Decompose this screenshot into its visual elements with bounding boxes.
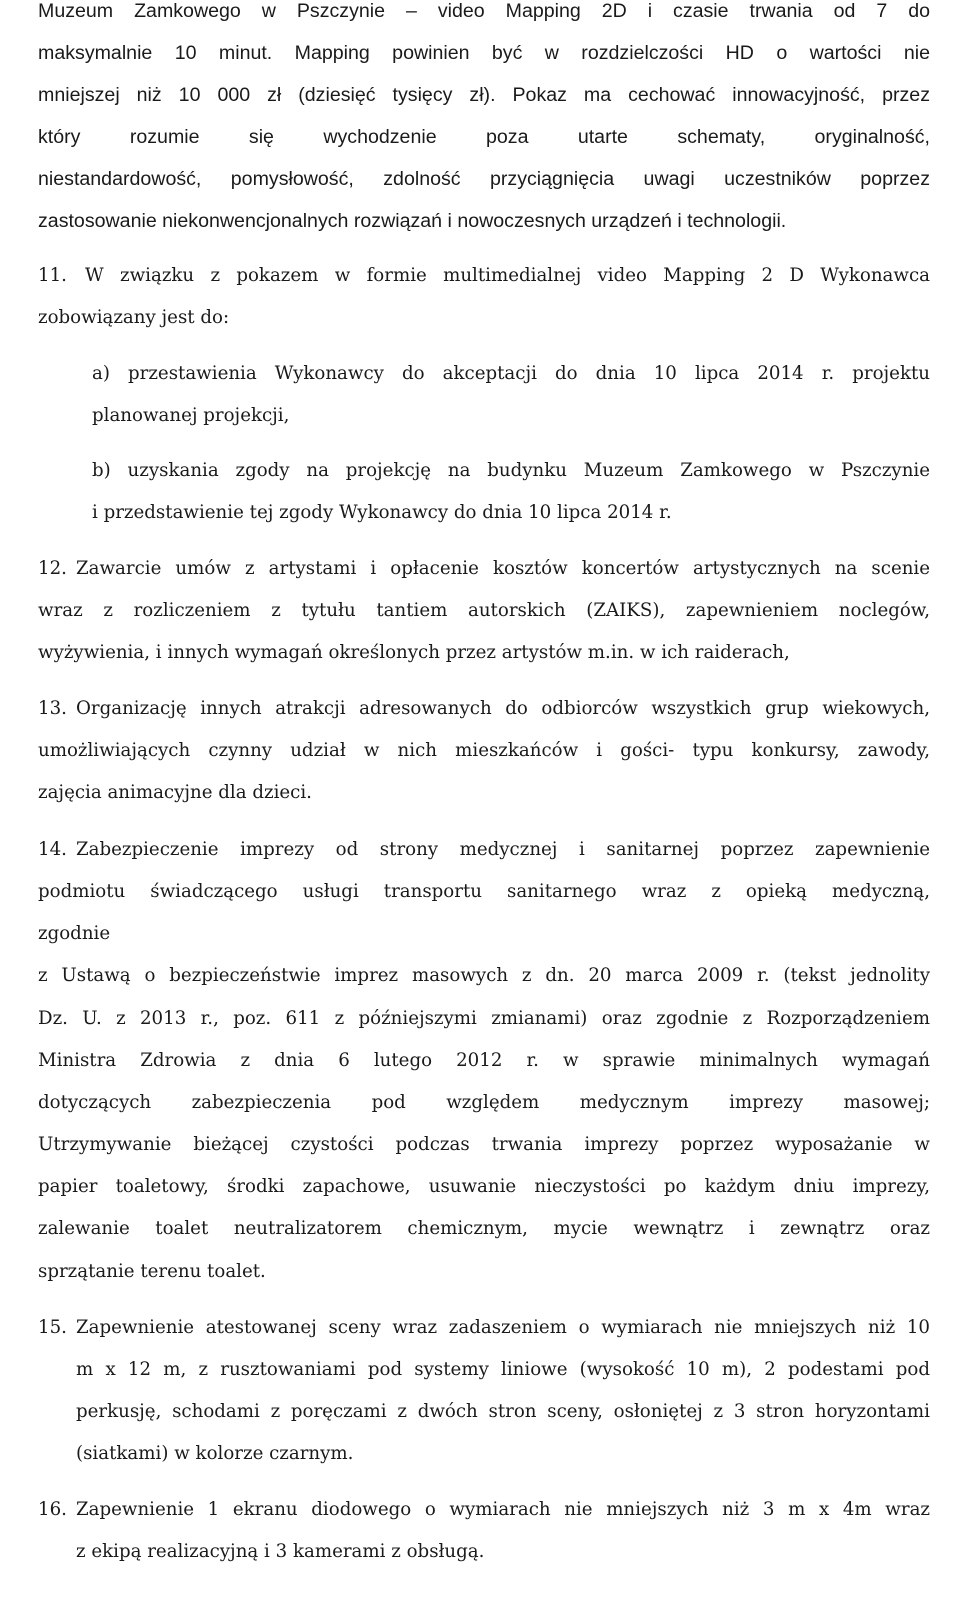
item-line: umożliwiających czynny udział w nich mieszkańców i gości- typu konkursy, zawody, (38, 740, 930, 761)
intro-line: mniejszej niż 10 000 zł (dziesięć tysięcy zł). Pokaz ma cechować innowacyjność, przez (38, 84, 930, 106)
intro-line: zastosowanie niekonwencjonalnych rozwiązań i nowoczesnych urządzeń i technologii. (38, 210, 787, 232)
item-number: 15. (38, 1317, 67, 1338)
sub-item-a-line: a) przestawienia Wykonawcy do akceptacji do dnia 10 lipca 2014 r. projektu (92, 363, 930, 384)
item-line: dotyczących zabezpieczenia pod względem medycznym imprezy masowej; (38, 1092, 930, 1113)
item-line: Zawarcie umów z artystami i opłacenie kosztów koncertów artystycznych na scenie (76, 558, 930, 579)
item-number: 14. (38, 839, 67, 860)
item-line: Dz. U. z 2013 r., poz. 611 z późniejszymi zmianami) oraz zgodnie z Rozporządzeniem (38, 1008, 930, 1029)
item-line: zobowiązany jest do: (38, 307, 230, 328)
item-line: zalewanie toalet neutralizatorem chemicznym, mycie wewnątrz i zewnątrz oraz (38, 1218, 930, 1239)
item-number: 13. (38, 698, 67, 719)
item-line: Organizację innych atrakcji adresowanych do odbiorców wszystkich grup wiekowych, (76, 698, 930, 719)
item-line: z ekipą realizacyjną i 3 kamerami z obsługą. (76, 1541, 485, 1562)
item-line: zgodnie (38, 923, 111, 944)
item-line: (siatkami) w kolorze czarnym. (76, 1443, 354, 1464)
sub-item-b-line: i przedstawienie tej zgody Wykonawcy do dnia 10 lipca 2014 r. (92, 502, 672, 523)
intro-line: który rozumie się wychodzenie poza utarte schematy, oryginalność, (38, 126, 930, 148)
item-line: sprzątanie terenu toalet. (38, 1261, 266, 1282)
item-line: podmiotu świadczącego usługi transportu sanitarnego wraz z opieką medyczną, (38, 881, 930, 902)
item-line: m x 12 m, z rusztowaniami pod systemy liniowe (wysokość 10 m), 2 podestami pod (76, 1359, 930, 1380)
sub-item-b-line: b) uzyskania zgody na projekcję na budynku Muzeum Zamkowego w Pszczynie (92, 460, 930, 481)
item-number: 11. (38, 265, 67, 286)
item-line: Ministra Zdrowia z dnia 6 lutego 2012 r. w sprawie minimalnych wymagań (38, 1050, 930, 1071)
item-line: Zapewnienie atestowanej sceny wraz zadaszeniem o wymiarach nie mniejszych niż 10 (76, 1317, 930, 1338)
item-line: z Ustawą o bezpieczeństwie imprez masowych z dn. 20 marca 2009 r. (tekst jednolity (38, 965, 930, 986)
item-line: W związku z pokazem w formie multimedialnej video Mapping 2 D Wykonawca (85, 265, 930, 286)
intro-line: maksymalnie 10 minut. Mapping powinien być w rozdzielczości HD o wartości nie (38, 42, 930, 64)
item-line: Zabezpieczenie imprezy od strony medycznej i sanitarnej poprzez zapewnienie (76, 839, 930, 860)
sub-item-a-line: planowanej projekcji, (92, 405, 290, 426)
intro-line: Muzeum Zamkowego w Pszczynie – video Mapping 2D i czasie trwania od 7 do (38, 0, 930, 22)
item-line: papier toaletowy, środki zapachowe, usuwanie nieczystości po każdym dniu imprezy, (38, 1176, 930, 1197)
item-number: 16. (38, 1499, 67, 1520)
item-line: Utrzymywanie bieżącej czystości podczas trwania imprezy poprzez wyposażanie w (38, 1134, 930, 1155)
intro-line: niestandardowość, pomysłowość, zdolność przyciągnięcia uwagi uczestników poprzez (38, 168, 930, 190)
item-line: wraz z rozliczeniem z tytułu tantiem autorskich (ZAIKS), zapewnieniem noclegów, (38, 600, 930, 621)
item-line: perkusję, schodami z poręczami z dwóch stron sceny, osłoniętej z 3 stron horyzontami (76, 1401, 930, 1422)
item-number: 12. (38, 558, 67, 579)
item-line: wyżywienia, i innych wymagań określonych przez artystów m.in. w ich raiderach, (38, 642, 790, 663)
item-line: zajęcia animacyjne dla dzieci. (38, 782, 312, 803)
item-line: Zapewnienie 1 ekranu diodowego o wymiarach nie mniejszych niż 3 m x 4m wraz (76, 1499, 930, 1520)
